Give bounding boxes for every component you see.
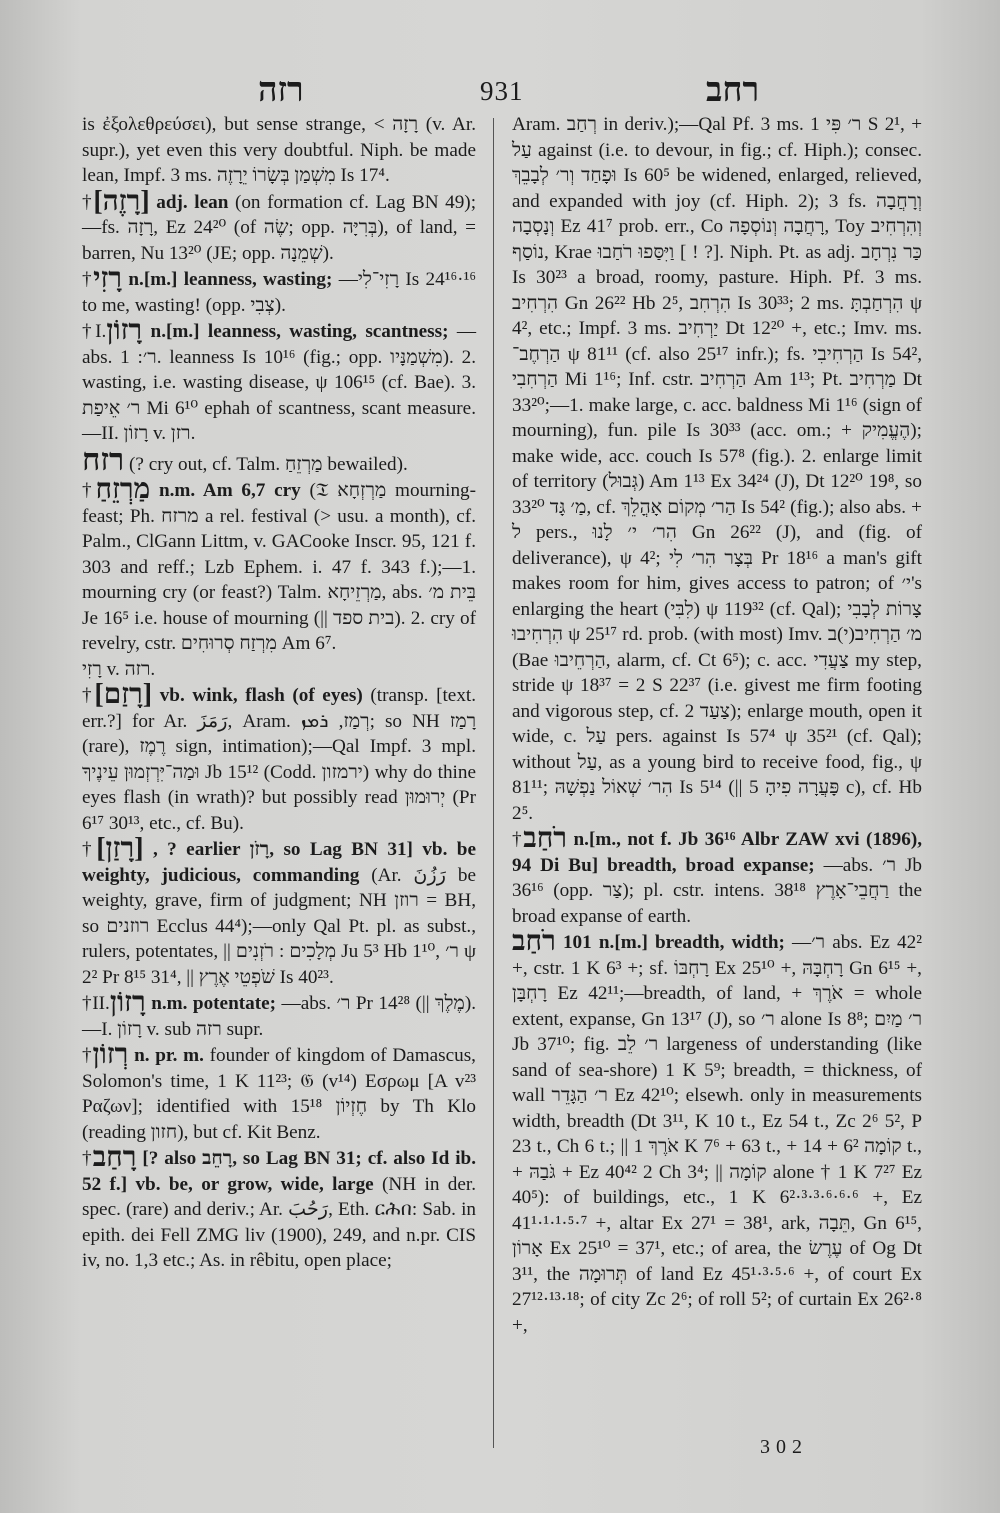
lemma-headword: רֹחַב bbox=[512, 926, 556, 957]
dictionary-entry bbox=[82, 833, 477, 990]
entry-text: —ר׳ abs. Ez 42² +, cstr. 1 K 6³ +; sf. רָחְבּוֹ Ex 25¹⁰ +, רָחְבָּהּ Gn 6¹⁵ +, רָחְבָּן Ez 42¹¹;—breadth, of land, + אֹרֶךְ = whole extent, expanse, Gn 13¹⁷ (J), so ר׳ alone Is 8⁸; ר׳ מַיִם Jb 37¹⁰; fig. ר׳ לֵב largeness of understanding (like sand of sea-shore) 1 K 5⁹; breadth, = thickness, of wall ר׳ הַגָּדֵר Ez 42¹⁰; elsewh. only in measurements width, breadth (Dt 3¹¹, K 10 t., Ez 54 t., Zc 2⁶ 5², P 23 t., Ch 6 t.; || אֹרֶךְ 1 K 7⁶ + 63 t., + קוֹמָה 6² + 14 t., + גֹּבַהּ + Ez 40⁴² 2 Ch 3⁴; || קוֹמָה alone † 1 K 7²⁷ Ez 40⁵): of buildings, etc., 1 K 6²·³·³·⁶·⁶·⁶ +, Ez 41¹·¹·¹·⁵·⁷ +, altar Ex 27¹ = 38¹, ark, תֵּבָה, Gn 6¹⁵, אָרוֹן Ex 25¹⁰ = 37¹, etc.; of area, the עֶרֶשׂ of Og Dt 3¹¹, the תְּרוּמָה of land Ez 45¹·³·⁵·⁶ +, of court Ex 27¹²·¹³·¹⁸; of city Zc 2⁶; of roll 5²; of curtain Ex 26²·⁸ +, bbox=[512, 932, 923, 1336]
lemma-headword: רְזוֹן bbox=[92, 1039, 129, 1070]
entry-gloss: 101 n.[m.] breadth, width; bbox=[562, 932, 785, 953]
dictionary-entry bbox=[82, 987, 476, 1042]
lemma-headword: [רָזֶה] bbox=[93, 185, 150, 217]
entry-gloss: adj. lean bbox=[156, 191, 229, 213]
entry-text: Aram. רְחַב in deriv.);—Qal Pf. 3 ms. ר׳ פִּי 1 S 2¹, + עַל against (i.e. to devour, in fig.; cf. Hiph.); consec. וּפָחַד וְר׳ לְבָבֵךְ Is 60⁵ be widened, enlarged, relieved, and expanded with joy (cf. Hiph. 2); 3 fs. וְרָחֲבָה וְנָסְבָה Ez 41⁷ prob. err., Co רָחֲבָה וְנוֹסְפָה, Toy וְהִרְחִיב נוֹסַף, Krae וַיִּסַּפוּ רֹחַבוּ [ ! ?]. Niph. Pt. as adj. כַּר נִרְחָב Is 30²³ a broad, roomy, pasture. Hiph. Pf. 3 ms. הִרְחִיב Gn 26²² Hb 2⁵, הִרְחִב Is 30³³; 2 ms. הִרְחַבְתָּ ψ 4², etc.; Impf. 3 ms. יַרְחִיב Dt 12²⁰ +, etc.; Imv. ms. הַרְחֶב־ ψ 81¹¹ (cf. also 25¹⁷ infr.); fs. הַרְחִיבִי Is 54², הַרְחִבִי Mi 1¹⁶; Inf. cstr. הַרְחִיב Am 1¹³; Pt. מַרְחִיב Dt 33²⁰;—1. make large, c. acc. baldness Mi 1¹⁶ (sign of mourning), fun. pile Is 30³³ (acc. om.; + הֶעֱמִיק); make wide, acc. couch Is 57⁸ (fig.). 2. enlarge limit of territory (גְּבוּל) Am 1¹³ Ex 34²⁴ (J), Dt 12²⁰ 19⁸, so מַ׳ גָּד 33²⁰, cf. הַר׳ מְקוֹם אָהֳלֵךְ Is 54² (fig.); also abs. + ל pers., הִר׳ י׳ לָנוּ Gn 26²² (J), and (fig. of deliverance), ψ 4²; בְּצָר הִר׳ לִי Pr 18¹⁶ a man's gift makes room for him, gives access to patron; of י׳'s enlarging the heart (לִבִּי) ψ 119³² (cf. Qal); צָרוֹת לְבָבִי הִרְחִיבוּ ψ 25¹⁷ rd. prob. (with most) Imv. מ׳ הַרְחִיב(י)ב (Bae הַרְחֵיבוּ, alarm, cf. Ct 6⁵); c. acc. צַעֲדִי my step, stride ψ 18³⁷ = 2 S 22³⁷ (i.e. givest me firm footing and vigorous step, cf. צַעַד 2); enlarge mouth, open it wide, c. עַל pers. against Is 57⁴ ψ 35²¹ (cf. Qal); without עַל, as a young bird to receive food, fig., ψ 81¹¹; הִר׳ שְׁאוֹל נַפְשָׁהּ Is 5¹⁴ (|| פָּעֲרָה פִיהָ 5 c), cf. Hb 2⁵. bbox=[512, 114, 923, 824]
dictionary-entry bbox=[82, 263, 477, 318]
dictionary-entry bbox=[82, 112, 476, 189]
dictionary-entry bbox=[82, 441, 476, 478]
lemma-headword: רָזוֹן bbox=[106, 315, 143, 346]
dictionary-entry bbox=[82, 474, 477, 657]
dagger-mark: † bbox=[82, 191, 94, 213]
dictionary-entry bbox=[82, 679, 477, 836]
lemma-headword: [רָזַם] bbox=[94, 679, 153, 710]
right-root-heading: רחב bbox=[706, 72, 760, 109]
entry-text: —abs. ר׳ Jb 36¹⁶ (opp. צַר); pl. cstr. intens. רַחֲבֵי־אָרֶץ 38¹⁸ the broad expanse of earth. bbox=[512, 854, 923, 927]
entry-text: (NH in der. spec. (rare) and deriv.; Ar. رَحُبَ, Eth. ርሕበ: Sab. in epith. dei Fell ZMG liv (1900), 249, and n.pr. CIS iv, no. 1,3 etc.; As. in rêbitu, open place; bbox=[82, 1173, 477, 1271]
entry-gloss: n.[m.] leanness, wasting, scantness; bbox=[150, 321, 449, 342]
dictionary-entry bbox=[512, 926, 923, 1338]
dictionary-entry bbox=[512, 823, 923, 929]
column-divider bbox=[493, 118, 494, 1448]
dictionary-entry bbox=[82, 1039, 477, 1145]
dagger-mark: †II. bbox=[82, 993, 110, 1014]
entry-gloss: vb. wink, flash (of eyes) bbox=[159, 685, 363, 706]
entry-text: is ἐξολεθρεύσει), but sense strange, < רָזָה (v. Ar. supr.), yet even this very doubtful. Niph. be made lean, Impf. 3 ms. מִשְׁמַן בְּשָׂרוֹ יֵרָזֶה Is 17⁴. bbox=[82, 114, 476, 186]
left-column bbox=[82, 112, 476, 1274]
dagger-mark: † bbox=[82, 480, 96, 501]
dagger-mark: †I. bbox=[82, 321, 107, 342]
left-root-heading: רזה bbox=[258, 72, 304, 109]
lemma-headword: רָחַב bbox=[92, 1142, 137, 1173]
entry-gloss: n.m. potentate; bbox=[151, 993, 277, 1014]
dagger-mark: † bbox=[512, 829, 524, 850]
right-column bbox=[512, 112, 922, 1338]
root-heading: רזח bbox=[82, 441, 125, 477]
lemma-headword: מַרְזֵחַ bbox=[95, 474, 151, 505]
dictionary-entry bbox=[82, 1142, 477, 1274]
dictionary-entry bbox=[82, 315, 477, 447]
entry-gloss: [? also רָחֵב, so Lag BN 31; cf. also Id ib. 52 f.] vb. be, or grow, wide, large bbox=[82, 1148, 477, 1195]
entry-gloss: n. pr. m. bbox=[134, 1045, 204, 1066]
entry-text: רָזִי v. רזה. bbox=[82, 658, 156, 680]
lemma-headword: רֹחַב bbox=[523, 823, 568, 854]
entry-gloss: , ? earlier רָזֹן, so Lag BN 31] vb. be weighty, judicious, commanding bbox=[82, 839, 476, 886]
entry-text: —abs. ר׳: 1. leanness Is 10¹⁶ (fig.; opp. מִשְׁמַנָּיו). 2. wasting, i.e. wasting disease, ψ 106¹⁵ (cf. Bae). 3. ר׳ אֵיפַת Mi 6¹⁰ ephah of scantness, scant measure.—II. רָזוֹן v. רזן. bbox=[82, 321, 477, 444]
entry-text: —רָזִי־לִי Is 24¹⁶·¹⁶ to me, wasting! (opp. צְבִי). bbox=[82, 269, 477, 316]
page-header bbox=[0, 72, 1000, 112]
dictionary-entry bbox=[82, 185, 477, 267]
entry-text: (Ar. رَزُنَ be weighty, grave, firm of judgment; NH רוזן = BH, so רוזנים Ecclus 44⁴);—only Qal Pt. pl. as subst., rulers, potentates, || מְלָכִים : רֹזְנִים Ju 5³ Hb 1¹⁰, ר׳ ψ 2² Pr 8¹⁵ 31⁴, || שֹׁפְטֵי אֶרֶץ Is 40²³. bbox=[82, 864, 477, 988]
dagger-mark: † bbox=[82, 269, 94, 290]
entry-text: (transp. [text. err.?] for Ar. رَمَزَ, Aram. רְמַז, ܪܡܙ; so NH רָמַז (rare), רֶמֶז sign, intimation);—Qal Impf. 3 mpl. וּמַה־יִּרְזְמוּן עֵינֶיךָ Jb 15¹² (Codd. ירמזון) why do thine eyes flash (in wrath)? but possibly read יְרוּמוּן (Pr 6¹⁷ 30¹³, etc., cf. Bu). bbox=[82, 685, 477, 834]
lemma-headword: [רָזַן] bbox=[96, 833, 144, 864]
entry-text: (? cry out, cf. Talm. מַרְזֵחַ bewailed). bbox=[129, 453, 408, 475]
dagger-mark: † bbox=[82, 839, 97, 860]
dagger-mark: † bbox=[82, 685, 95, 706]
page-number: 931 bbox=[480, 76, 524, 106]
entry-gloss: n.[m.] leanness, wasting; bbox=[128, 269, 333, 290]
lemma-headword: רָזִי bbox=[93, 263, 123, 294]
dagger-mark: † bbox=[82, 1148, 93, 1169]
entry-text: founder of kingdom of Damascus, Solomon's time, 1 K 11²³; 𝔊 (v¹⁴) Εσρωμ [A v²³ Ραζων]; identified with חֶזְיוֹן 15¹⁸ by Th Klo (reading חזון), but cf. Kit Benz. bbox=[82, 1045, 477, 1143]
entry-text: (on formation cf. Lag BN 49);—fs. רָזָה, Ez 24²⁰ (of שֶׂה; opp. בְּרִיָּה), of land, = barren, Nu 13²⁰ (JE; opp. שְׁמֵנָה). bbox=[82, 191, 477, 264]
dictionary-entry bbox=[512, 112, 922, 826]
lemma-headword: רָזוֹן bbox=[109, 987, 146, 1018]
entry-text: —abs. ר׳ Pr 14²⁸ (|| מֶלֶךְ).—I. רָזוֹן v. sub רזה supr. bbox=[82, 993, 476, 1040]
entry-gloss: n.[m., not f. Jb 36¹⁶ Albr ZAW xvi (1896), 94 Di Bu] breadth, broad expanse; bbox=[512, 829, 923, 876]
entry-gloss: n.m. Am 6,7 cry bbox=[158, 480, 301, 501]
signature-mark: 302 bbox=[760, 1436, 808, 1458]
dagger-mark: † bbox=[82, 1045, 93, 1066]
entry-text: (𝔗 מַרְזְחָא mourning-feast; Ph. מרזח a rel. festival (> usu. a month), cf. Palm., ClGann Littm, v. GACooke Inscr. 95, 121 f. 303 and reff.; Lzb Ephem. i. 47 f. 343 f.);—1. mourning cry (or feast?) Talm. מַרְזֵיחָא, abs. בֵּית מ׳ Je 16⁵ i.e. house of mourning (|| בית ספד). 2. cry of revelry, cstr. מִרְזַח סְרוּחִים Am 6⁷. bbox=[82, 480, 477, 654]
